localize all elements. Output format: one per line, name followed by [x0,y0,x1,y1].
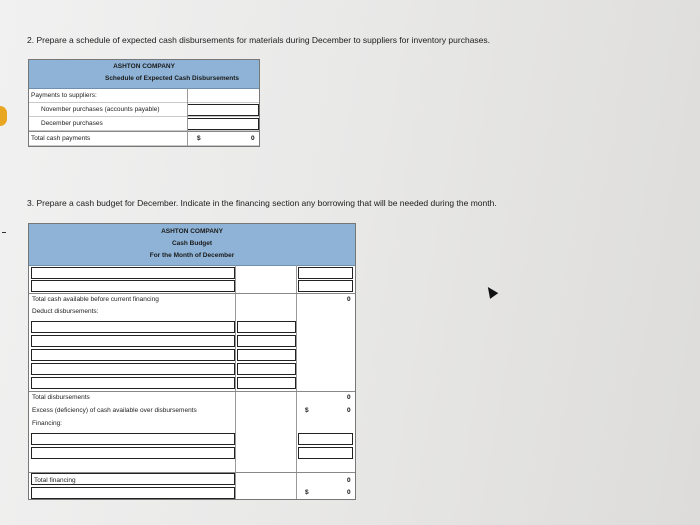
deduct-row [29,306,355,318]
total-disbursements-label: Total disbursements [32,394,90,401]
payments-label: Payments to suppliers: [31,92,97,99]
side-marker [0,106,7,126]
budget-header [29,224,355,266]
budget-period: For the Month of December [149,252,235,259]
total-payments-value: 0 [251,135,255,142]
question-2-text: 2. Prepare a schedule of expected cash disbursements for materials during December to suppliers for inventory purchases. [27,35,491,45]
budget-company: ASHTON COMPANY [161,228,223,235]
total-payments-label: Total cash payments [31,135,91,142]
budget-input-beginning-label[interactable] [31,267,235,279]
question-3-text: 3. Prepare a cash budget for December. Indicate in the financing section any borrowing that will be needed during the month. [27,198,497,208]
cash-budget-table [28,223,356,500]
excess-value: 0 [347,407,351,414]
deduct-label: Deduct disbursements: [32,308,99,315]
budget-input-add-label[interactable] [31,280,235,292]
dec-purchases-input[interactable] [187,118,259,130]
total-available-row [29,294,355,306]
schedule-title: Schedule of Expected Cash Disbursements [104,75,239,82]
total-financing-value: 0 [347,477,351,484]
left-tick [2,232,6,233]
budget-input-beginning-value[interactable] [298,267,353,279]
excess-row [29,405,355,417]
budget-title: Cash Budget [171,240,213,247]
ending-value: 0 [347,489,351,496]
financing-row [29,418,355,430]
total-available-value: 0 [347,296,351,303]
total-payments-row [29,131,259,146]
disbursement-schedule-table [28,59,260,147]
fin-input-1-value[interactable] [298,433,353,445]
nov-purchases-input[interactable] [187,104,259,116]
ending-dollar: $ [305,489,309,496]
schedule-company: ASHTON COMPANY [113,63,175,70]
total-financing-label: Total financing [34,477,76,484]
disb-input-2-value[interactable] [237,335,296,347]
payments-row [29,89,259,103]
fin-input-2-value[interactable] [298,447,353,459]
disb-input-5-value[interactable] [237,377,296,389]
disb-input-2-label[interactable] [31,335,235,347]
nov-purchases-row [29,103,259,117]
total-available-label: Total cash available before current financing [32,296,159,303]
fin-input-1-label[interactable] [31,433,235,445]
ending-label-input[interactable] [31,487,235,499]
disb-input-3-value[interactable] [237,349,296,361]
excess-dollar: $ [305,407,309,414]
disb-input-4-value[interactable] [237,363,296,375]
schedule-header [29,60,259,89]
excess-label: Excess (deficiency) of cash available over disbursements [32,407,197,414]
budget-input-add-value[interactable] [298,280,353,292]
disb-input-5-label[interactable] [31,377,235,389]
ending-row [29,487,355,499]
disb-input-4-label[interactable] [31,363,235,375]
dec-purchases-row [29,117,259,131]
mouse-pointer-icon [484,284,499,299]
disb-input-1-value[interactable] [237,321,296,333]
total-disbursements-value: 0 [347,394,351,401]
financing-label: Financing: [32,420,62,427]
total-payments-dollar: $ [197,135,201,142]
fin-total-label-box [31,473,235,485]
dec-purchases-label: December purchases [41,120,103,127]
disb-input-3-label[interactable] [31,349,235,361]
nov-purchases-label: November purchases (accounts payable) [41,106,160,113]
total-disbursements-row [29,392,355,404]
disb-input-1-label[interactable] [31,321,235,333]
fin-input-2-label[interactable] [31,447,235,459]
